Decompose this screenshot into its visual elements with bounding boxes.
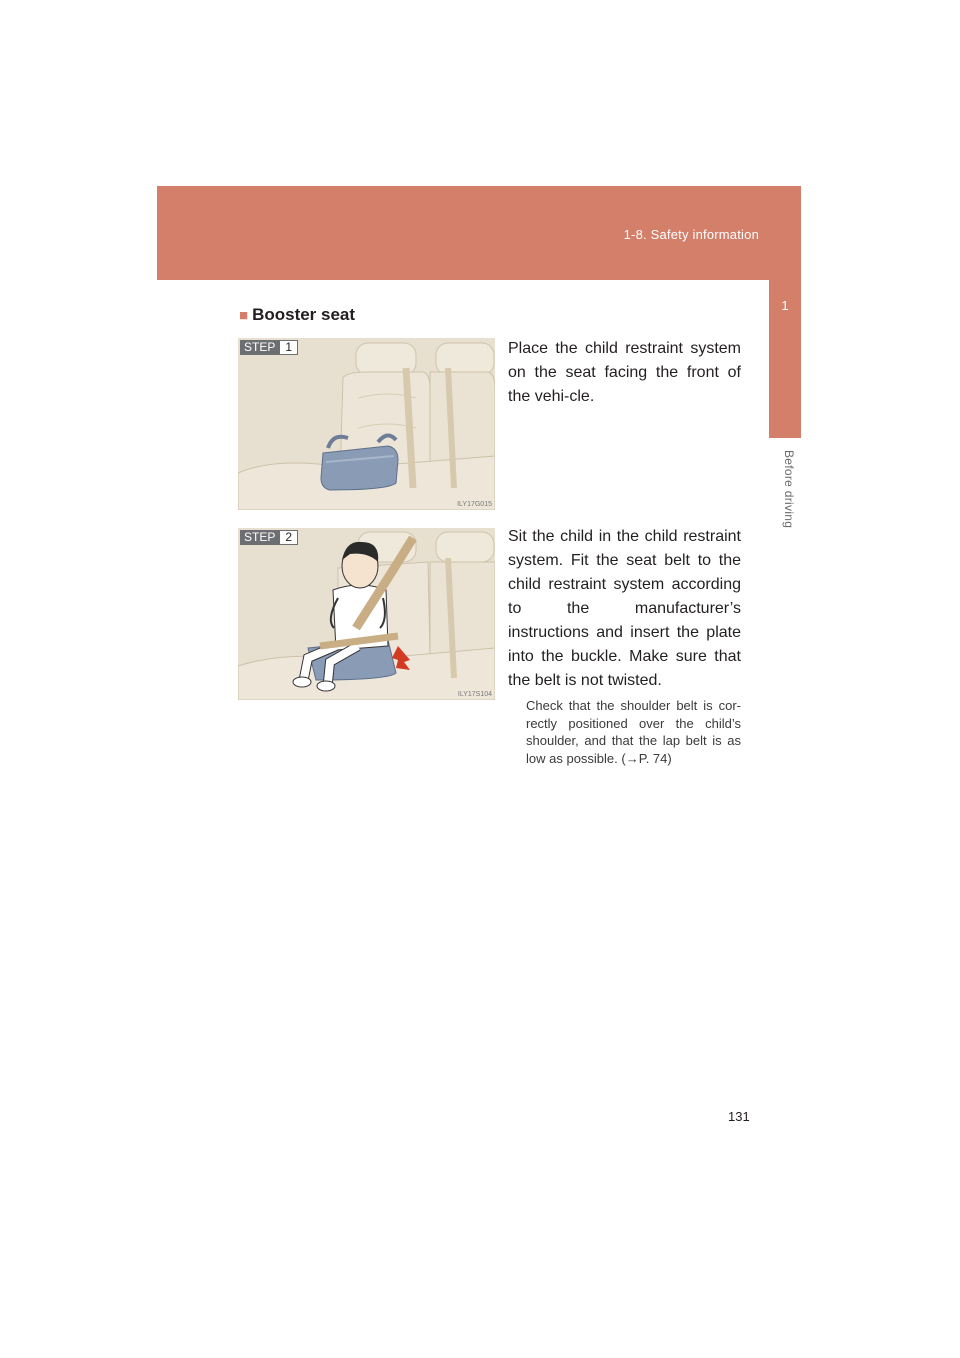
step-1-text: Place the child restraint system on the seat facing the front of the vehi-cle. xyxy=(508,340,741,405)
child-in-booster-illustration xyxy=(238,528,495,700)
step-word: STEP xyxy=(240,340,279,355)
section-heading xyxy=(239,305,355,325)
step-number: 2 xyxy=(279,530,298,545)
step-2-badge xyxy=(240,530,298,545)
step-2-text: Sit the child in the child restraint system. Fit the seat belt to the child restraint system according to the manufacturer’s instructions and insert the plate into the buckle. Make sure that the belt is not twisted. xyxy=(508,528,741,689)
figure-code: ILY17G015 xyxy=(457,501,492,508)
figure-step-1 xyxy=(238,338,495,510)
chapter-title: 1-8. Safety information xyxy=(623,227,759,242)
step-1-badge xyxy=(240,340,298,355)
step-2-note: Check that the shoulder belt is cor-rectly positioned over the child’s shoulder, and that the lap belt is as low as possible. (→P. 74) xyxy=(526,698,741,766)
section-bullet: ■ xyxy=(239,307,249,324)
figure-code: ILY17S104 xyxy=(457,691,492,698)
page-number: 131 xyxy=(728,1109,750,1124)
chapter-side-label: Before driving xyxy=(782,450,796,529)
chapter-number: 1 xyxy=(781,298,789,313)
figure-step-2 xyxy=(238,528,495,700)
chapter-header xyxy=(157,186,801,280)
step-number: 1 xyxy=(279,340,298,355)
chapter-side-tab xyxy=(769,280,801,438)
section-title: Booster seat xyxy=(252,305,356,324)
step-word: STEP xyxy=(240,530,279,545)
rear-seat-illustration xyxy=(238,338,495,510)
